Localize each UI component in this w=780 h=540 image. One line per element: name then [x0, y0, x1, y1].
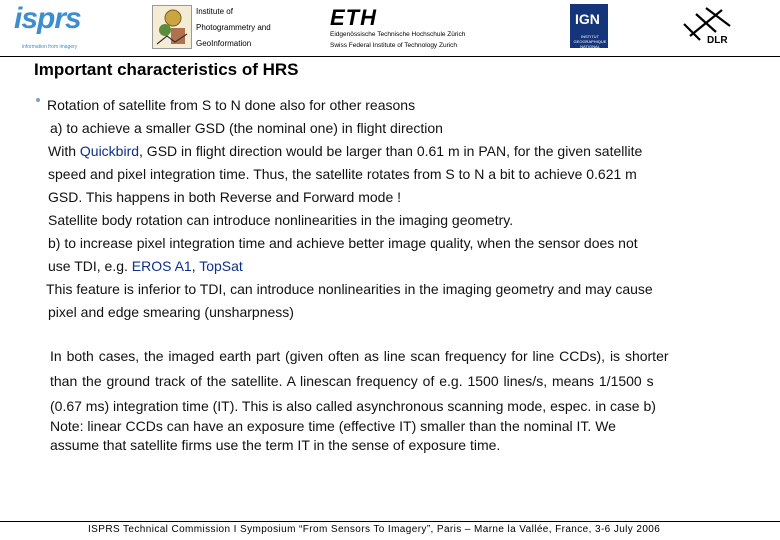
- isprs-logo-text: isprs: [14, 2, 81, 35]
- text-line: a) to achieve a smaller GSD (the nominal one) in flight direction: [50, 120, 443, 136]
- text-line: GSD. This happens in both Reverse and Forward mode !: [48, 189, 402, 205]
- footer-citation: ISPRS Technical Commission I Symposium “From Sensors To Imagery”, Paris – Marne la Vallée, France, 3-6 July 2006: [88, 524, 661, 535]
- dlr-wordmark: DLR: [707, 35, 728, 46]
- satellite-name: EROS A1: [131, 258, 192, 274]
- institute-name: Institute of Photogrammetry and GeoInformation: [196, 7, 271, 48]
- isprs-logo: [14, 2, 86, 50]
- text-line: Rotation of satellite from S to N done also for other reasons: [47, 97, 416, 113]
- isprs-tagline: information from imagery: [22, 44, 78, 50]
- igp-logo-icon: [152, 5, 192, 49]
- eth-name: Eidgenössische Technische Hochschule Zürich Swiss Federal Institute of Technology Zurich: [330, 31, 466, 49]
- ign-subtitle: INSTITUT GEOGRAPHIQUE NATIONAL: [573, 34, 607, 49]
- text-line: use TDI, e.g. EROS A1, TopSat: [48, 258, 243, 274]
- ign-letters: IGN: [575, 11, 600, 27]
- text-line: than the ground track of the satellite. A linescan frequency of e.g. 1500 lines/s, means 1/1500 s: [50, 373, 654, 389]
- text-line: pixel and edge smearing (unsharpness): [48, 304, 294, 320]
- header-divider: [0, 56, 780, 57]
- ign-logo: [570, 4, 608, 48]
- text-line: speed and pixel integration time. Thus, the satellite rotates from S to N a bit to achieve 0.621 m: [48, 166, 637, 182]
- text-line: b) to increase pixel integration time and achieve better image quality, when the sensor does not: [48, 235, 638, 251]
- text-line: This feature is inferior to TDI, can introduce nonlinearities in the imaging geometry and may cause: [46, 281, 653, 297]
- satellite-name: TopSat: [199, 258, 243, 274]
- text-line: Note: linear CCDs can have an exposure time (effective IT) smaller than the nominal IT. We: [50, 418, 616, 434]
- footer-divider: [0, 521, 780, 522]
- text-line: In both cases, the imaged earth part (given often as line scan frequency for line CCDs), is shorter: [50, 348, 669, 364]
- text-line: With Quickbird, GSD in flight direction would be larger than 0.61 m in PAN, for the given satellite: [48, 143, 643, 159]
- satellite-name: Quickbird: [79, 143, 140, 159]
- bullet-icon: [36, 98, 40, 102]
- text-line: Satellite body rotation can introduce nonlinearities in the imaging geometry.: [48, 212, 514, 228]
- text-line: (0.67 ms) integration time (IT). This is also called asynchronous scanning mode, espec. in case b): [50, 398, 656, 414]
- eth-logo: ETH: [330, 5, 377, 30]
- text-line: assume that satellite firms use the term IT in the sense of exposure time.: [50, 437, 501, 453]
- page-title: Important characteristics of HRS: [34, 60, 299, 79]
